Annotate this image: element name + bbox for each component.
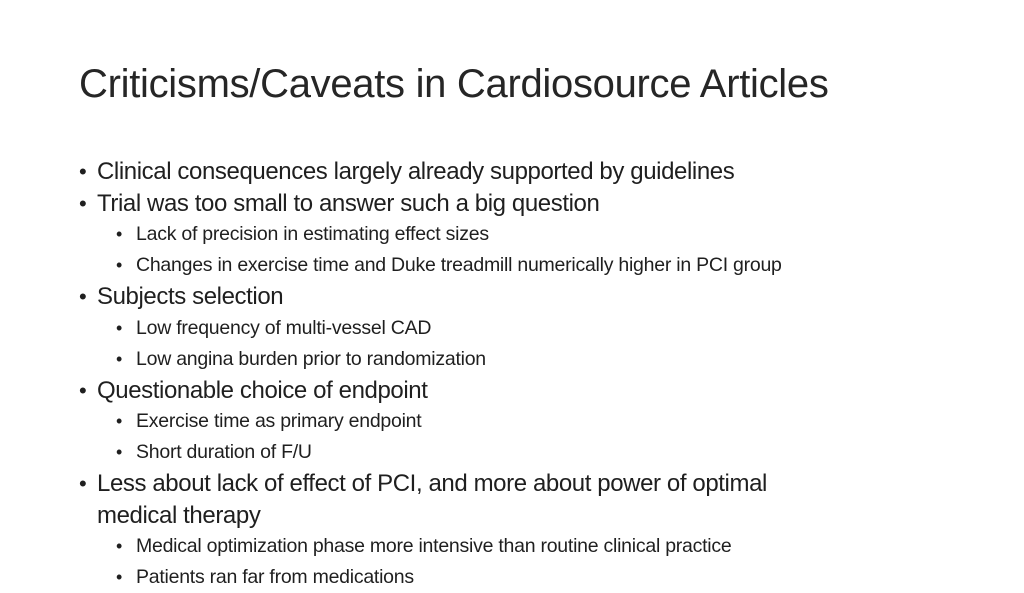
bullet-dot-icon: • xyxy=(116,255,123,275)
sub-bullet-item xyxy=(79,531,979,562)
bullet-text: Questionable choice of endpoint xyxy=(97,376,428,404)
sub-bullet-text: Changes in exercise time and Duke treadmill numerically higher in PCI group xyxy=(136,254,782,276)
sub-bullet-item xyxy=(79,437,979,468)
bullet-dot-icon: • xyxy=(116,348,123,369)
sub-bullet-item xyxy=(79,344,979,375)
bullet-dot-icon: • xyxy=(116,224,123,244)
bullet-item xyxy=(79,281,979,313)
bullet-text: Clinical consequences largely already supported by guidelines xyxy=(97,158,735,185)
bullet-dot-icon: • xyxy=(79,471,87,496)
sub-bullet-item xyxy=(79,313,979,344)
bullet-text-line: medical therapy xyxy=(97,501,261,529)
bullet-dot-icon: • xyxy=(79,377,87,403)
bullet-item xyxy=(79,375,979,407)
bullet-dot-icon: • xyxy=(79,159,87,184)
bullet-text: Trial was too small to answer such a big question xyxy=(97,189,600,217)
bullet-list xyxy=(79,156,979,593)
sub-bullet-text: Exercise time as primary endpoint xyxy=(136,410,422,432)
sub-bullet-text: Low frequency of multi-vessel CAD xyxy=(136,316,432,339)
sub-bullet-item xyxy=(79,219,979,250)
bullet-dot-icon: • xyxy=(79,284,87,309)
bullet-item xyxy=(79,468,979,531)
bullet-dot-icon: • xyxy=(116,536,123,556)
sub-bullet-text: Short duration of F/U xyxy=(136,441,312,463)
bullet-text: Subjects selection xyxy=(97,283,284,310)
sub-bullet-text: Medical optimization phase more intensive than routine clinical practice xyxy=(136,535,732,557)
bullet-dot-icon: • xyxy=(116,442,123,462)
bullet-text-line: Less about lack of effect of PCI, and more about power of optimal xyxy=(97,470,767,497)
bullet-dot-icon: • xyxy=(79,190,87,216)
sub-bullet-item xyxy=(79,250,979,281)
sub-bullet-text: Low angina burden prior to randomization xyxy=(136,347,486,370)
bullet-dot-icon: • xyxy=(116,411,123,431)
sub-bullet-item xyxy=(79,406,979,437)
sub-bullet-item xyxy=(79,562,979,593)
sub-bullet-text: Lack of precision in estimating effect sizes xyxy=(136,223,489,245)
bullet-dot-icon: • xyxy=(116,317,123,338)
sub-bullet-text: Patients ran far from medications xyxy=(136,566,414,588)
bullet-dot-icon: • xyxy=(116,567,123,587)
slide-title: Criticisms/Caveats in Cardiosource Articles xyxy=(79,62,829,106)
bullet-item xyxy=(79,156,979,188)
bullet-item xyxy=(79,188,979,220)
